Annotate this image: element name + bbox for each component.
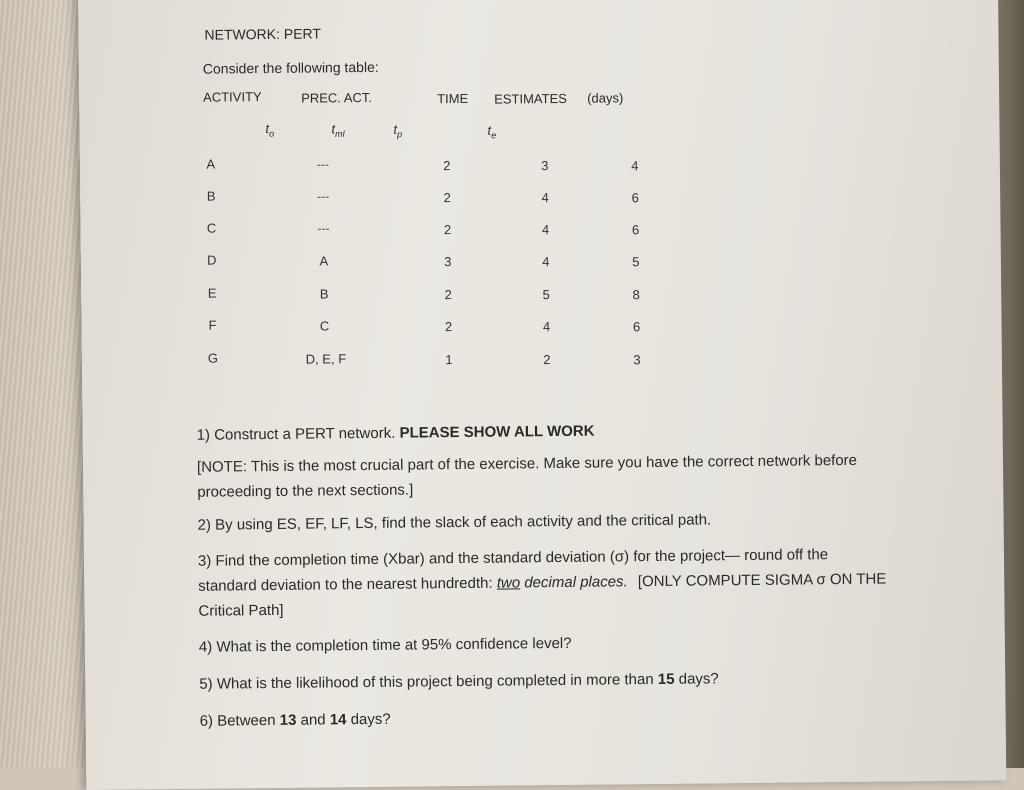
subheader-to: $t_o$ (265, 121, 275, 139)
table-cell-a: 2 (444, 287, 452, 303)
question-4: 4) What is the completion time at 95% confidence level? (198, 634, 572, 656)
question-6: 6) Between 13 and 14 days? (199, 710, 391, 730)
table-cell-b: 5 (632, 254, 640, 270)
table-cell-b: 8 (632, 287, 640, 303)
table-cell-activity: C (206, 220, 217, 236)
table-cell-activity: G (207, 350, 219, 366)
table-cell-m: 2 (543, 352, 551, 368)
table-cell-a: 1 (445, 352, 453, 368)
table-cell-a: 2 (443, 158, 451, 174)
question-1: 1) Construct a PERT network. PLEASE SHOW ALL WORK (196, 422, 595, 444)
table-cell-prec: --- (317, 189, 330, 204)
note-line-1: [NOTE: This is the most crucial part of the exercise. Make sure you have the correct network before (196, 451, 858, 476)
table-cell-prec: --- (317, 221, 330, 236)
table-cell-a: 2 (443, 222, 452, 238)
subheader-te: $t_e$ (487, 122, 497, 141)
table-cell-b: 6 (631, 190, 639, 206)
table-cell-b: 6 (632, 319, 641, 335)
question-2: 2) By using ES, EF, LF, LS, find the slack of each activity and the critical path. (197, 511, 712, 534)
subheader-tp: $t_p$ (393, 121, 403, 140)
table-cell-prec: D, E, F (305, 351, 347, 367)
intro-text: Consider the following table: (202, 58, 379, 77)
page-title: NETWORK: PERT (204, 25, 321, 43)
table-cell-activity: F (208, 317, 217, 333)
subheader-tml: $t_{ml}$ (331, 121, 345, 139)
table-cell-activity: A (206, 156, 216, 172)
header-days: (days) (587, 90, 624, 106)
note-line-2: proceeding to the next sections.] (197, 481, 414, 501)
table-cell-m: 4 (542, 319, 551, 335)
table-cell-a: 2 (444, 319, 453, 335)
header-time: TIME (437, 90, 469, 107)
table-cell-b: 6 (631, 222, 640, 238)
table-cell-activity: B (206, 188, 216, 204)
table-cell-prec: --- (316, 157, 329, 172)
header-estimates: ESTIMATES (494, 90, 567, 107)
header-activity: ACTIVITY (203, 89, 262, 105)
table-cell-m: 4 (541, 222, 550, 238)
table-cell-m: 5 (542, 287, 550, 303)
table-cell-m: 4 (542, 254, 550, 270)
table-cell-b: 3 (633, 352, 641, 368)
table-cell-prec: C (319, 318, 330, 334)
question-3-line-3: Critical Path] (198, 601, 284, 620)
question-3-line-1: 3) Find the completion time (Xbar) and the standard deviation (σ) for the project— round off the (197, 546, 829, 570)
table-cell-prec: B (319, 286, 329, 302)
question-5: 5) What is the likelihood of this project being completed in more than 15 days? (199, 670, 719, 693)
table-cell-m: 4 (541, 190, 549, 206)
table-cell-a: 2 (443, 190, 451, 206)
table-cell-prec: A (319, 253, 329, 269)
table-cell-a: 3 (444, 254, 452, 270)
table-cell-m: 3 (541, 158, 549, 174)
table-cell-b: 4 (631, 158, 639, 174)
table-cell-activity: D (207, 252, 217, 268)
header-prec: PREC. ACT. (301, 89, 373, 106)
worksheet-paper (78, 0, 1006, 790)
question-3-line-2: standard deviation to the nearest hundredth: two decimal places. [ONLY COMPUTE SIGMA σ ON THE (198, 570, 887, 595)
table-cell-activity: E (207, 285, 217, 301)
